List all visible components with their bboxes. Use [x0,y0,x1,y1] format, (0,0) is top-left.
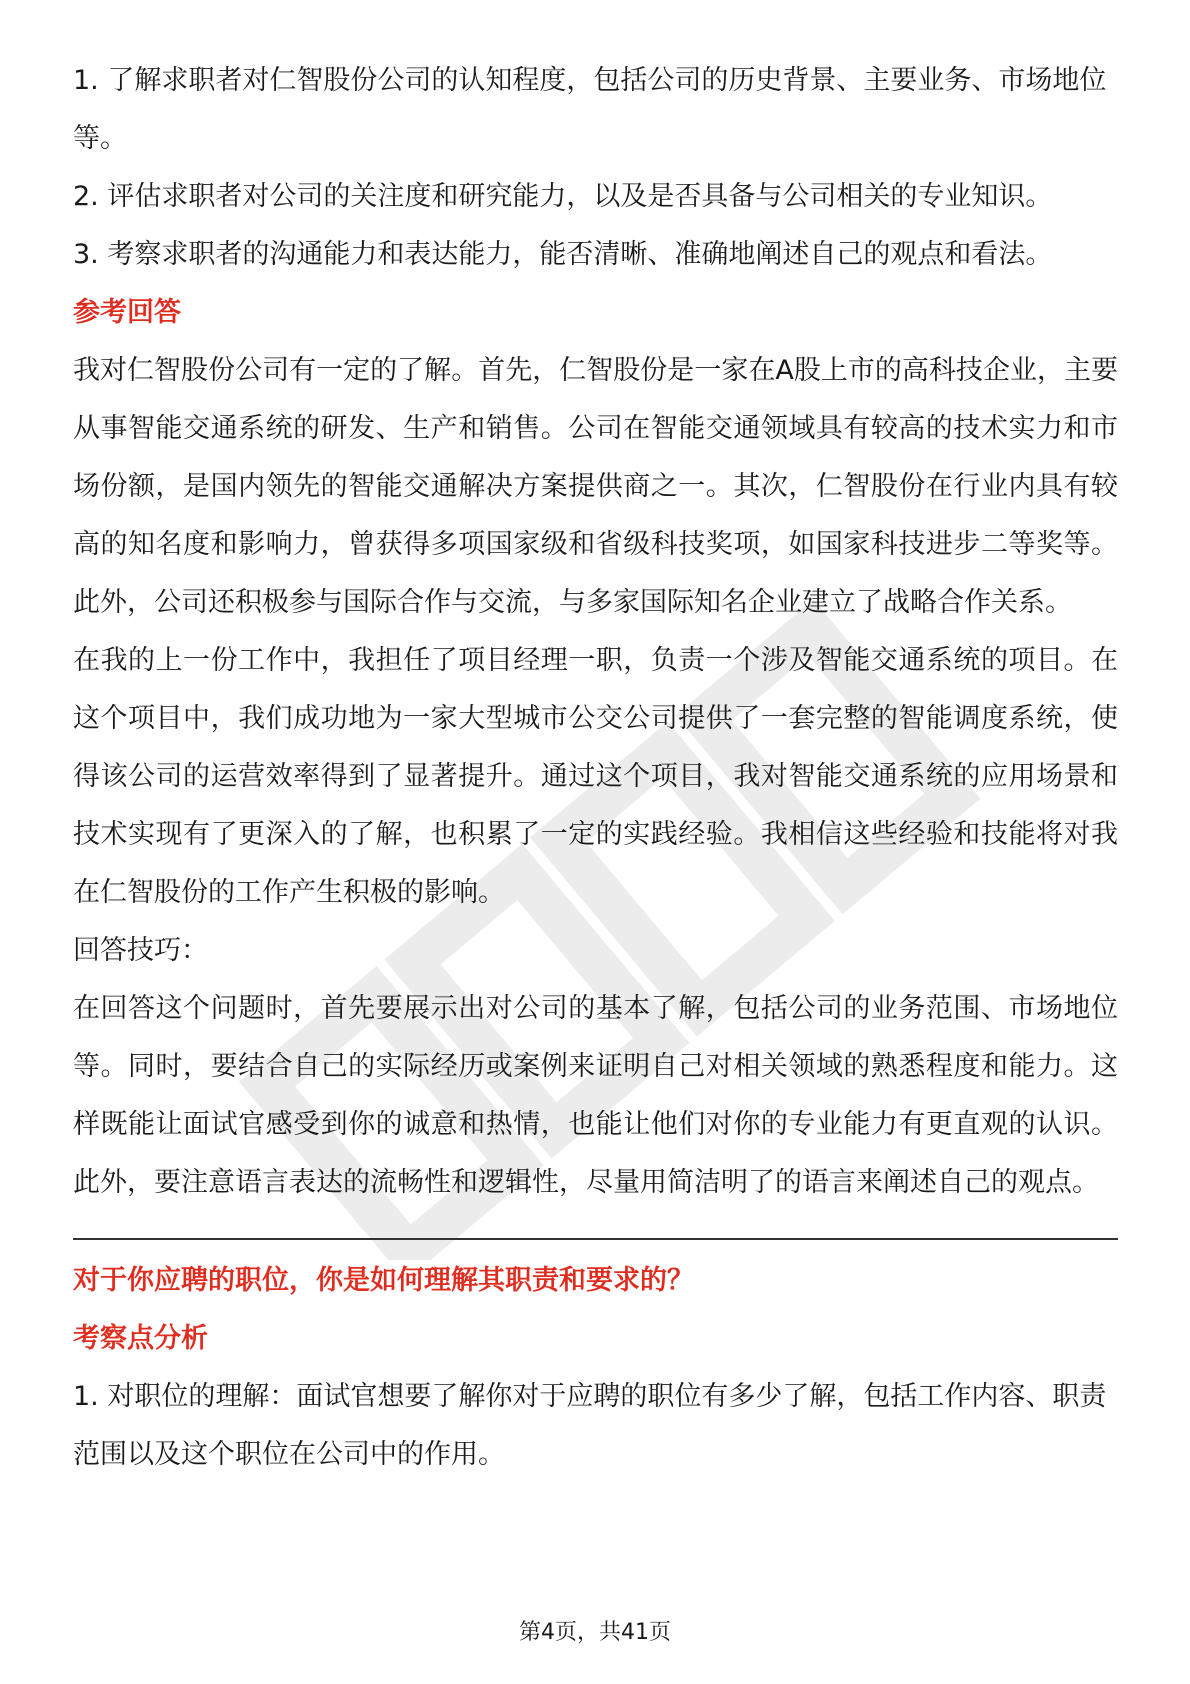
reference-paragraph: 我对仁智股份公司有一定的了解。首先，仁智股份是一家在A股上市的高科技企业，主要从事智能交通系统的研发、生产和销售。公司在智能交通领域具有较高的技术实力和市场份额，是国内领先的智能交通解决方案提供商之一。其次，仁智股份在行业内具有较高的知名度和影响力，曾获得多项国家级和省级科技奖项，如国家科技进步二等奖等。此外，公司还积极参与国际合作与交流，与多家国际知名企业建立了战略合作关系。 [73,355,1118,618]
analysis-heading: 考察点分析 [73,1323,208,1354]
reference-answer-heading: 参考回答 [73,297,181,328]
intro-list-item: 3. 考察求职者的沟通能力和表达能力，能否清晰、准确地阐述自己的观点和看法。 [73,239,1053,270]
intro-list-item: 2. 评估求职者对公司的关注度和研究能力，以及是否具备与公司相关的专业知识。 [73,181,1053,212]
intro-list [73,52,1118,284]
section-divider [73,1238,1118,1240]
reference-paragraph: 在我的上一份工作中，我担任了项目经理一职，负责一个涉及智能交通系统的项目。在这个项目中，我们成功地为一家大型城市公交公司提供了一套完整的智能调度系统，使得该公司的运营效率得到了显著提升。通过这个项目，我对智能交通系统的应用场景和技术实现有了更深入的了解，也积累了一定的实践经验。我相信这些经验和技能将对我在仁智股份的工作产生积极的影响。 [73,645,1118,908]
tips-paragraph: 在回答这个问题时，首先要展示出对公司的基本了解，包括公司的业务范围、市场地位等。同时，要结合自己的实际经历或案例来证明自己对相关领域的熟悉程度和能力。这样既能让面试官感受到你的诚意和热情，也能让他们对你的专业能力有更直观的认识。此外，要注意语言表达的流畅性和逻辑性，尽量用简洁明了的语言来阐述自己的观点。 [73,993,1118,1198]
question-heading: 对于你应聘的职位，你是如何理解其职责和要求的？ [73,1265,694,1296]
page-footer: 第4页，共41页 [519,1620,671,1645]
analysis-list-item: 1. 对职位的理解：面试官想要了解你对于应聘的职位有多少了解，包括工作内容、职责范围以及这个职位在公司中的作用。 [73,1381,1107,1470]
page-content [73,52,1118,1484]
analysis-list [73,1368,1118,1484]
intro-list-item: 1. 了解求职者对仁智股份公司的认知程度，包括公司的历史背景、主要业务、市场地位等。 [73,65,1107,154]
tips-label: 回答技巧： [73,935,208,966]
